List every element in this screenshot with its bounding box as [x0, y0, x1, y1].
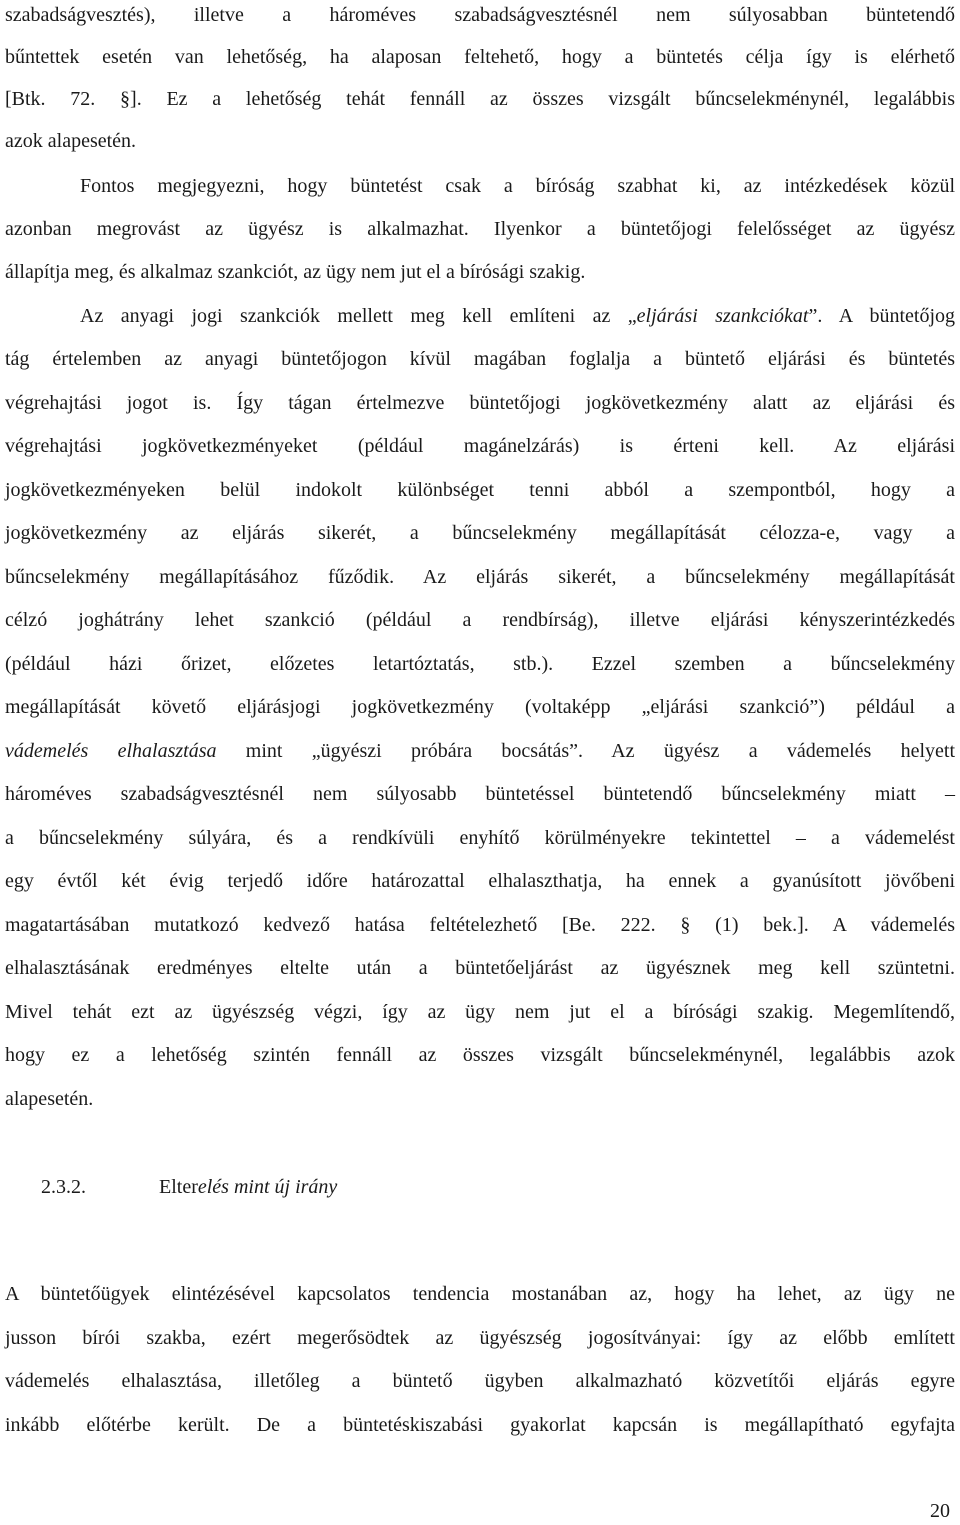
section-title-italic: elés mint új irány — [197, 1176, 338, 1198]
section-heading — [41, 1172, 337, 1202]
text-line: A büntetőügyek elintézésével kapcsolatos tendencia mostanában az, hogy ha lehet, az ügy ne — [5, 1283, 955, 1305]
text-line: alapesetén. — [5, 1088, 94, 1110]
text-line: Fontos megjegyezni, hogy büntetést csak a bíróság szabhat ki, az intézkedések közül — [80, 175, 955, 197]
emphasis-text: eljárási szankciókat — [636, 305, 809, 327]
emphasis-text: vádemelés elhalasztása — [5, 740, 217, 762]
text-line: vádemelés elhalasztása, illetőleg a büntető ügyben alkalmazható közvetítői eljárás egyre — [5, 1370, 955, 1392]
text-line: hároméves szabadságvesztésnél nem súlyosabb büntetéssel büntetendő bűncselekmény miatt – — [5, 783, 955, 805]
text-line — [5, 736, 955, 766]
text-line: jogkövetkezmény az eljárás sikerét, a bűncselekmény megállapítását célozza-e, vagy a — [5, 522, 955, 544]
section-title-plain: Elter — [159, 1176, 198, 1198]
text-line: állapítja meg, és alkalmaz szankciót, az ügy nem jut el a bírósági szakig. — [5, 261, 586, 283]
text-line — [5, 301, 955, 331]
text-line: tág értelemben az anyagi büntetőjogon kívül magában foglalja a büntető eljárási és büntetés — [5, 348, 955, 370]
text-line: Mivel tehát ezt az ügyészség végzi, így az ügy nem jut el a bírósági szakig. Megemlítendő, — [5, 1001, 955, 1023]
text-line: azonban megrovást az ügyész is alkalmazhat. Ilyenkor a büntetőjogi felelősséget az ügyész — [5, 218, 955, 240]
text-line: bűncselekmény megállapításához fűződik. Az eljárás sikerét, a bűncselekmény megállapítását — [5, 566, 955, 588]
text-line: bűntettek esetén van lehetőség, ha alaposan feltehető, hogy a büntetés célja így is elérhető — [5, 46, 955, 68]
page-number: 20 — [930, 1500, 950, 1522]
text-line: hogy ez a lehetőség szintén fennáll az összes vizsgált bűncselekménynél, legalábbis azok — [5, 1044, 955, 1066]
text-line: végrehajtási jogot is. Így tágan értelmezve büntetőjogi jogkövetkezmény alatt az eljárási és — [5, 392, 955, 414]
text-line: a bűncselekmény súlyára, és a rendkívüli enyhítő körülményekre tekintettel – a vádemelést — [5, 827, 955, 849]
text-line: magatartásában mutatkozó kedvező hatása feltételezhető [Be. 222. § (1) bek.]. A vádemelés — [5, 914, 955, 936]
text-line: jusson bírói szakba, ezért megerősödtek az ügyészség jogosítványai: így az előbb említett — [5, 1327, 955, 1349]
text-line: megállapítását követő eljárásjogi jogkövetkezmény (voltaképp „eljárási szankció”) például a — [5, 696, 955, 718]
text-line: szabadságvesztés), illetve a hároméves szabadságvesztésnél nem súlyosabban büntetendő — [5, 4, 955, 26]
text-line: célzó joghátrány lehet szankció (például a rendbírság), illetve eljárási kényszerintézkedés — [5, 609, 955, 631]
text-run: Az anyagi jogi szankciók mellett meg kell említeni az „ — [80, 305, 637, 327]
text-line: jogkövetkezményeken belül indokolt különbséget tenni abból a szempontból, hogy a — [5, 479, 955, 501]
text-line: azok alapesetén. — [5, 130, 137, 152]
text-line: inkább előtérbe került. De a büntetéskiszabási gyakorlat kapcsán is megállapítható egyfajta — [5, 1414, 955, 1436]
text-line: egy évtől két évig terjedő időre határozattal elhalaszthatja, ha ennek a gyanúsított jövőbeni — [5, 870, 955, 892]
text-line: (például házi őrizet, előzetes letartóztatás, stb.). Ezzel szemben a bűncselekmény — [5, 653, 955, 675]
text-line: [Btk. 72. §]. Ez a lehetőség tehát fennáll az összes vizsgált bűncselekménynél, legalábbis — [5, 88, 955, 110]
section-number: 2.3.2. — [41, 1176, 86, 1198]
text-run: mint „ügyészi próbára bocsátás”. Az ügyész a vádemelés helyett — [216, 740, 956, 762]
text-run: ”. A büntetőjog — [808, 305, 956, 327]
text-line: elhalasztásának eredményes eltelte után a büntetőeljárást az ügyésznek meg kell szüntetni. — [5, 957, 955, 979]
text-line: végrehajtási jogkövetkezményeket (például magánelzárás) is érteni kell. Az eljárási — [5, 435, 955, 457]
